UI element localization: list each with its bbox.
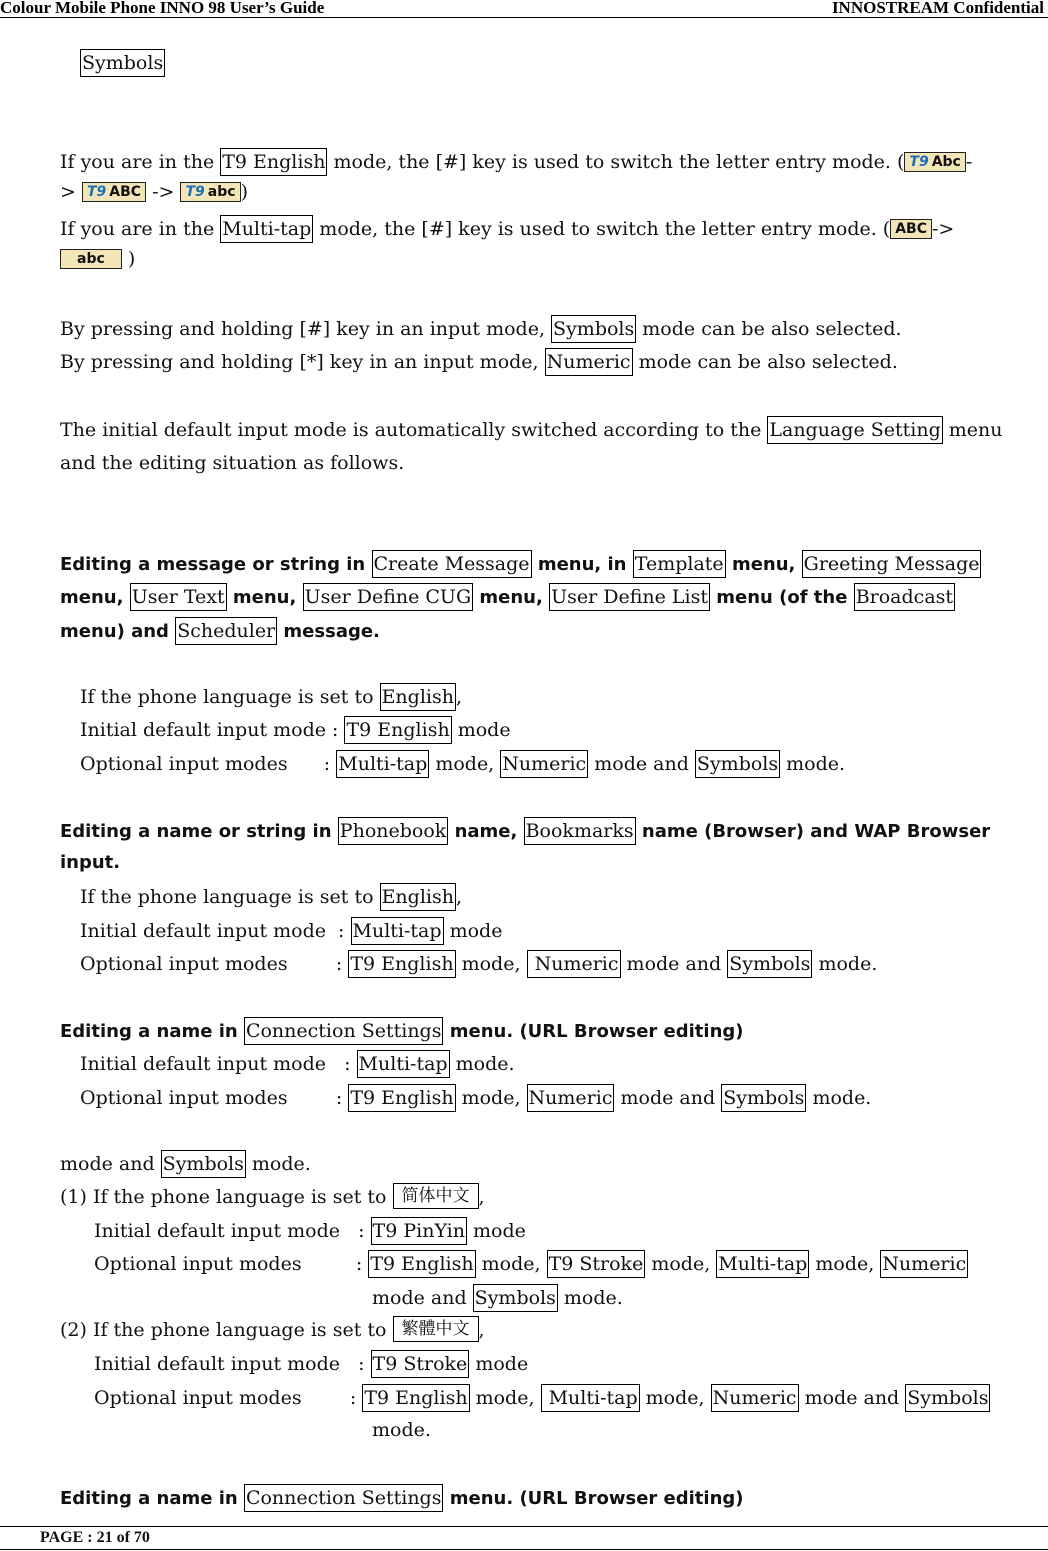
para1-line1: If you are in the T9 English mode, the [#] key is used to switch the letter entry mode. ( T9 Abc - — [60, 148, 972, 176]
symbols-heading: Symbols — [80, 49, 165, 77]
para3-line1: The initial default input mode is automatically switched according to the Language Setting menu — [60, 416, 1003, 444]
para3-line2: and the editing situation as follows. — [60, 452, 405, 474]
sec3-heading: Editing a name in Connection Settings menu. (URL Browser editing) — [60, 1017, 744, 1045]
sec2-heading-line1: Editing a name or string in Phonebook name, Bookmarks name (Browser) and WAP Browser — [60, 817, 990, 845]
page-number: PAGE : 21 of 70 — [40, 1529, 150, 1546]
abc-upper-icon: ABC — [890, 219, 932, 239]
sec4-item2-line2: Initial default input mode : T9 Stroke mode — [94, 1350, 528, 1378]
sec3-row1: Initial default input mode : Multi-tap mode. — [80, 1050, 515, 1078]
para1-line4: abc ) — [60, 246, 135, 272]
sec5-heading: Editing a name in Connection Settings menu. (URL Browser editing) — [60, 1484, 744, 1512]
footer-rule-bottom — [0, 1549, 1048, 1550]
sec4-item1-line2: Initial default input mode : T9 PinYin mode — [94, 1217, 526, 1245]
abc-lower-icon: abc — [60, 249, 122, 269]
sec1-heading-line1: Editing a message or string in Create Message menu, in Template menu, Greeting Message — [60, 550, 981, 578]
header-confidential: INNOSTREAM Confidential — [831, 0, 1044, 17]
sec1-row3: Optional input modes : Multi-tap mode, Numeric mode and Symbols mode. — [80, 750, 845, 778]
t9-title-icon: T9 Abc — [904, 152, 965, 172]
para1-line2: > T9 ABC -> T9 abc ) — [60, 181, 248, 203]
traditional-chinese-image: 繁體中文 — [393, 1316, 479, 1342]
sec4-item1-line1: (1) If the phone language is set to 简体中文 , — [60, 1184, 485, 1210]
header-title: Colour Mobile Phone INNO 98 User’s Guide — [0, 0, 325, 17]
para1-line3: If you are in the Multi-tap mode, the [#] key is used to switch the letter entry mode. ( ABC -> — [60, 215, 954, 243]
sec2-row2: Initial default input mode : Multi-tap mode — [80, 917, 502, 945]
simplified-chinese-image: 简体中文 — [393, 1183, 479, 1209]
sec4-item1-line3: Optional input modes : T9 English mode, T9 Stroke mode, Multi-tap mode, Numeric — [94, 1250, 968, 1278]
sec4-item2-line4: mode. — [372, 1419, 431, 1441]
sec4-line0: mode and Symbols mode. — [60, 1150, 311, 1178]
sec1-row1: If the phone language is set to English , — [80, 683, 462, 711]
sec2-heading-line2: input. — [60, 852, 121, 873]
sec4-item1-line4: mode and Symbols mode. — [372, 1284, 623, 1312]
sec3-row2: Optional input modes : T9 English mode, Numeric mode and Symbols mode. — [80, 1084, 871, 1112]
sec2-row3: Optional input modes : T9 English mode, Numeric mode and Symbols mode. — [80, 950, 877, 978]
sec4-item2-line3: Optional input modes : T9 English mode, Multi-tap mode, Numeric mode and Symbols — [94, 1384, 990, 1412]
header-rule — [0, 17, 1048, 18]
para2-line2: By pressing and holding [*] key in an input mode, Numeric mode can be also selected. — [60, 348, 898, 376]
para2-line1: By pressing and holding [#] key in an input mode, Symbols mode can be also selected. — [60, 315, 902, 343]
sec1-heading-line3: menu) and Scheduler message. — [60, 617, 380, 645]
sec1-row2: Initial default input mode : T9 English mode — [80, 716, 511, 744]
t9-upper-icon: T9 ABC — [82, 182, 146, 202]
sec2-row1: If the phone language is set to English , — [80, 883, 462, 911]
footer-rule-top — [0, 1526, 1048, 1527]
t9-lower-icon: T9 abc — [180, 182, 240, 202]
sec4-item2-line1: (2) If the phone language is set to 繁體中文 , — [60, 1317, 485, 1343]
sec1-heading-line2: menu, User Text menu, User Define CUG menu, User Define List menu (of the Broadcast — [60, 583, 955, 611]
